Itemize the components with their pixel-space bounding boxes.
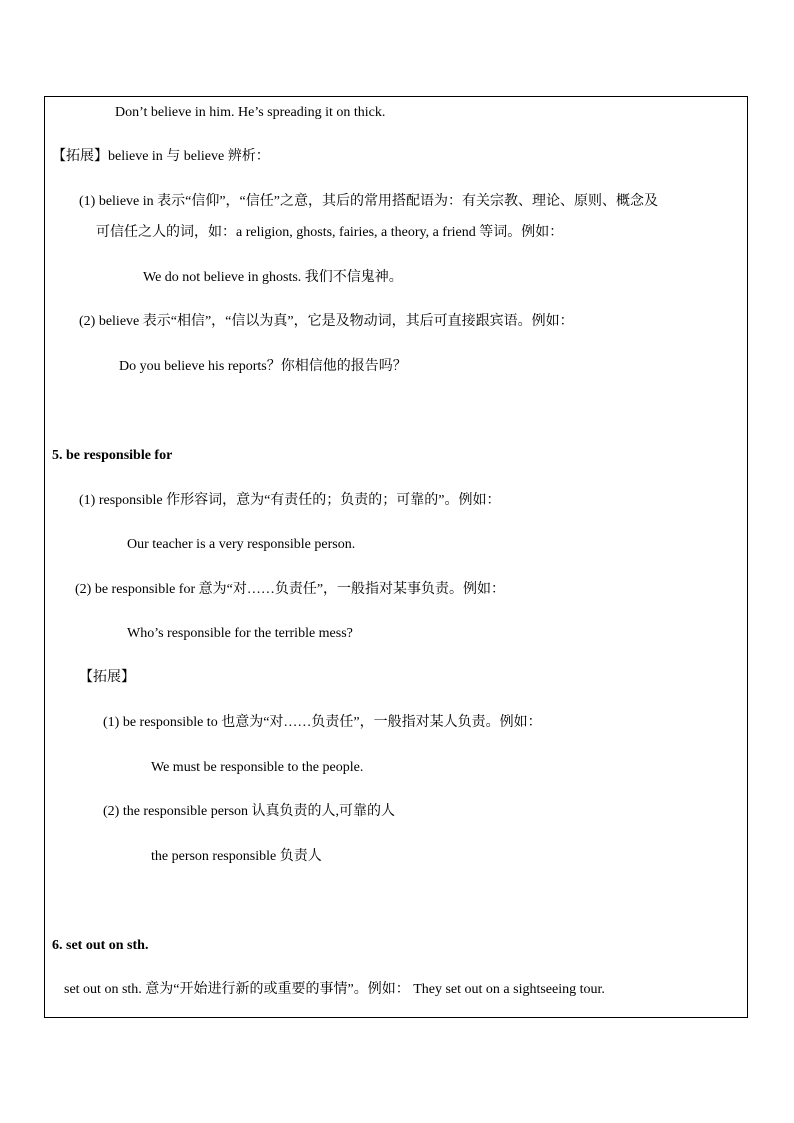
responsible-example: Our teacher is a very responsible person. — [127, 537, 356, 552]
responsible-explanation: (1) responsible 作形容词，意为“有责任的；负责的；可靠的”。例如： — [79, 493, 501, 508]
person-responsible-note: the person responsible 负责人 — [151, 849, 322, 864]
set-out-on-explanation: set out on sth. 意为“开始进行新的或重要的事情”。例如： They set out on a sightseeing tour. — [64, 982, 605, 997]
be-responsible-for-explanation: (2) be responsible for 意为“对……负责任”，一般指对某事负责。例如： — [75, 582, 506, 597]
responsible-person-note: (2) the responsible person 认真负责的人,可靠的人 — [103, 804, 396, 819]
believe-in-explanation-line-2: 可信任之人的词，如：a religion, ghosts, fairies, a theory, a friend 等词。例如： — [96, 225, 564, 240]
section-5-heading: 5. be responsible for — [52, 448, 173, 463]
be-responsible-for-example: Who’s responsible for the terrible mess? — [127, 626, 353, 641]
intro-example: Don’t believe in him. He’s spreading it on thick. — [115, 105, 386, 120]
believe-in-example: We do not believe in ghosts. 我们不信鬼神。 — [143, 270, 403, 285]
believe-explanation: (2) believe 表示“相信”，“信以为真”，它是及物动词，其后可直接跟宾语。例如： — [79, 314, 574, 329]
believe-example: Do you believe his reports？你相信他的报告吗？ — [119, 359, 407, 374]
be-responsible-to-explanation: (1) be responsible to 也意为“对……负责任”，一般指对某人负责。例如： — [103, 715, 542, 730]
extension-heading: 【拓展】believe in 与 believe 辨析： — [52, 149, 270, 164]
section-6-heading: 6. set out on sth. — [52, 938, 149, 953]
be-responsible-to-example: We must be responsible to the people. — [151, 760, 364, 775]
extension-heading-2: 【拓展】 — [79, 670, 135, 685]
believe-in-explanation-line-1: (1) believe in 表示“信仰”，“信任”之意，其后的常用搭配语为：有关宗教、理论、原则、概念及 — [79, 194, 658, 209]
